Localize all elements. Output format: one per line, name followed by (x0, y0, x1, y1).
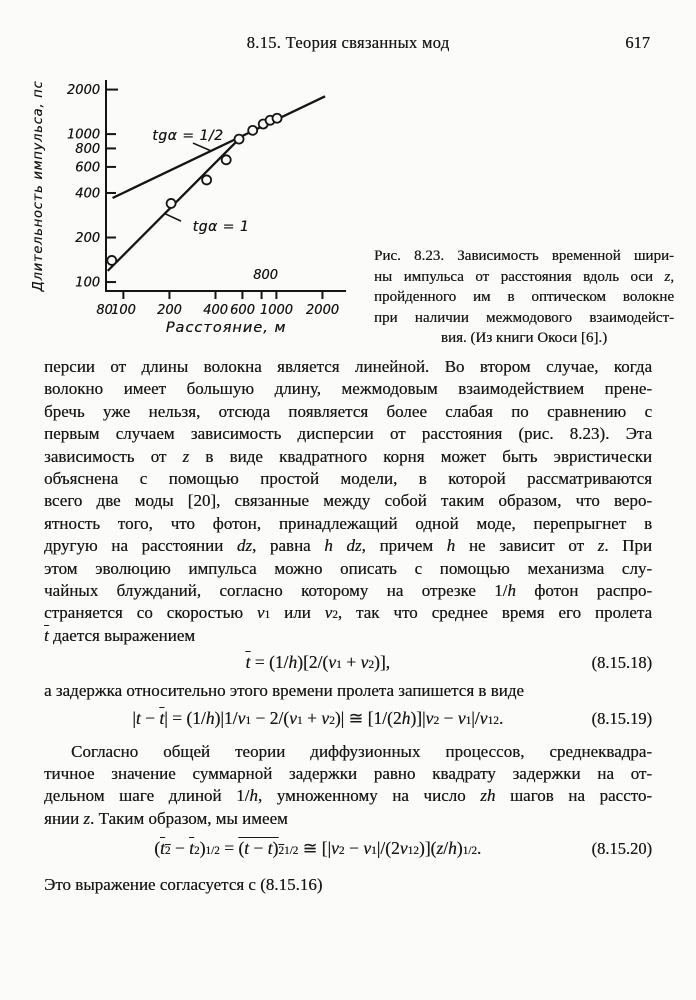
text-segment: Согласно общей теории диффузионных процессов, среднеквадра- (71, 741, 652, 761)
text-segment: вия. (Из книги Окоси [6].) (440, 330, 608, 347)
x-axis-label: Расстояние, м (165, 320, 287, 336)
trend-line-slope-1-2 (113, 96, 325, 198)
paragraph-1 (44, 356, 652, 647)
caption-line (374, 308, 674, 329)
equation-8-15-18 (44, 651, 652, 674)
annotation-pointer (193, 143, 211, 151)
chart-group (31, 80, 346, 336)
between-equations-line (44, 680, 652, 702)
text-segment: |/ (471, 708, 480, 729)
text-segment: + (341, 652, 361, 673)
text-segment: / (443, 838, 449, 859)
text-line (44, 808, 652, 830)
text-line (44, 763, 652, 785)
caption-line (374, 246, 674, 267)
data-point (235, 135, 244, 144)
text-segment: )], (374, 652, 391, 673)
text-segment: , (670, 268, 674, 285)
equation-8-15-20 (44, 837, 652, 860)
text-segment: 1 (264, 609, 271, 622)
text-segment: z (436, 838, 444, 859)
text-segment: )]| (410, 708, 426, 729)
text-segment: ( (238, 838, 245, 859)
x-tick-label: 1000 (259, 303, 293, 318)
text-segment: 1/2 (205, 845, 220, 858)
text-segment: t (244, 838, 250, 859)
figure-caption (374, 246, 674, 349)
text-segment: 2 (493, 715, 499, 728)
text-segment: v (363, 838, 371, 859)
equation-formula (44, 837, 592, 859)
text-segment: ятность того, что фотон, принадлежащий одной моде, перепрыгнет в (44, 513, 652, 533)
text-segment: тичное значение суммарной задержки равно квадрату задержки на от- (44, 763, 652, 783)
text-segment: 1 (336, 659, 342, 672)
equation-formula (44, 707, 592, 729)
text-segment: , умноженному на число (257, 786, 481, 806)
text-segment: персии от длины волокна является линейной. Во втором случае, когда (44, 357, 652, 376)
y-tick-label: 200 (75, 231, 100, 247)
text-segment: h (401, 708, 411, 729)
data-point (248, 126, 257, 135)
text-segment: | = (1/ (164, 708, 206, 729)
text-segment: )|1/ (214, 708, 238, 729)
text-segment: не зависит от (455, 536, 598, 556)
text-segment: z (664, 268, 671, 285)
text-line (44, 356, 652, 378)
text-segment: , причем (361, 536, 447, 556)
text-segment: v (331, 838, 339, 859)
data-point (167, 199, 176, 208)
text-segment: ны импульса от расстояния вдоль оси (374, 268, 665, 285)
text-line (44, 468, 652, 490)
text-segment: фотон распро- (515, 581, 652, 601)
text-segment: 2 (329, 715, 335, 728)
text-segment: 2 (278, 845, 284, 858)
y-tick-label: 400 (75, 186, 100, 202)
closing-line (44, 874, 652, 896)
text-segment: v (328, 652, 337, 673)
text-line (44, 490, 652, 512)
text-segment: . При (604, 536, 652, 556)
text-segment: 2 (164, 845, 171, 858)
text-line (44, 423, 652, 445)
text-line (44, 446, 652, 468)
text-segment: v (324, 603, 333, 623)
text-segment: − (140, 708, 160, 729)
text-segment: dz (236, 536, 252, 556)
text-line (44, 558, 652, 580)
overline-group (238, 838, 284, 858)
text-segment: бречь уже нельзя, отсюда появляется более слабая по сравнению с (44, 401, 652, 421)
text-segment: пройденного им в оптическом волокне (374, 289, 674, 306)
text-segment: , равна (251, 536, 325, 556)
text-line (44, 580, 652, 602)
y-axis-label: Длительность импульса, пс (31, 80, 46, 292)
text-segment: z (182, 446, 190, 466)
text-line (44, 602, 652, 624)
text-segment: $\overline{t}$ (189, 838, 194, 859)
text-segment: t (135, 708, 141, 729)
text-segment: зависимость от (44, 446, 183, 466)
text-segment: другую на расстоянии (44, 536, 237, 556)
data-point (202, 175, 211, 184)
text-segment: 1 (465, 715, 472, 728)
text-segment: в виде квадратного корня может быть эвристически (189, 446, 652, 466)
text-segment: − (344, 838, 364, 859)
text-segment: h (507, 581, 516, 601)
axes (106, 80, 346, 291)
text-segment: zh (480, 786, 496, 806)
chart-svg (28, 74, 350, 348)
text-segment: $\overline{t}$ (245, 652, 251, 673)
text-segment: v (360, 652, 369, 673)
x-tick-label: 80 (96, 303, 113, 318)
x-tick-label: 400 (203, 303, 228, 318)
text-line (44, 401, 652, 423)
text-segment: . (498, 708, 504, 729)
caption-line (374, 328, 674, 349)
text-segment: а задержка относительно этого времени пролета запишется в виде (44, 680, 524, 700)
text-segment: 2 (332, 609, 338, 622)
text-segment: h dz (324, 536, 362, 556)
text-segment: . Таким образом, мы имеем (90, 808, 288, 828)
text-line (44, 785, 652, 807)
text-segment: = (219, 838, 239, 859)
text-segment: ≅ [| (298, 838, 332, 859)
x-tick-label: 100 (110, 303, 136, 318)
text-segment: v (399, 838, 408, 859)
data-point (107, 256, 116, 265)
text-segment: всего две моды [20], связанные между собой таким образом, что веро- (44, 491, 652, 511)
y-tick-label: 1000 (66, 127, 100, 143)
text-segment: ) (272, 838, 279, 859)
equation-number: (8.15.19) (591, 709, 652, 729)
paragraph-2 (44, 741, 652, 831)
text-line (44, 625, 652, 647)
text-segment: − (249, 838, 268, 859)
text-segment: | (132, 708, 136, 729)
text-segment: 1 (296, 715, 303, 728)
x-tick-label-above: 800 (253, 268, 278, 283)
section-title: 8.15. Теория связанных мод (246, 33, 450, 52)
text-segment: $\overline{t}$ (159, 708, 165, 729)
text-segment: v (321, 708, 330, 729)
text-segment: )[2/( (297, 652, 329, 673)
text-segment: дельном шаге длиной 1/ (44, 786, 250, 806)
text-line (44, 513, 652, 535)
text-line (44, 680, 652, 702)
y-tick-label: 100 (75, 275, 100, 291)
text-segment: t (160, 838, 165, 859)
text-segment: 1 (407, 845, 414, 858)
data-point (273, 114, 282, 123)
text-segment: h (448, 838, 457, 859)
text-segment: = (1/ (250, 652, 289, 673)
x-tick-label: 200 (157, 303, 182, 318)
text-segment: 1/2 (283, 845, 299, 858)
text-segment: h (446, 536, 456, 556)
y-tick-label: 600 (75, 160, 100, 176)
y-tick-label: 2000 (66, 83, 100, 99)
body-text (44, 356, 652, 896)
text-segment: − (170, 838, 190, 859)
text-segment: при наличии межмодового взаимодейст- (374, 309, 674, 326)
text-segment: объяснена с помощью простой модели, в которой рассматриваются (44, 469, 652, 489)
text-segment: страняется со скоростью (44, 603, 257, 623)
text-segment: v (457, 708, 466, 729)
text-segment: или (270, 603, 325, 623)
equation-number: (8.15.20) (591, 839, 652, 859)
text-segment: − 2/( (251, 708, 290, 729)
text-segment: )]( (418, 838, 437, 859)
text-segment: этом эволюцию импульса можно описать с помощью механизма слу- (44, 558, 652, 578)
chart-annotation: tgα = 1 (192, 218, 250, 235)
text-line (44, 378, 652, 400)
overline-group (160, 838, 170, 858)
annotation-pointer (164, 213, 181, 221)
text-segment: v (289, 708, 297, 729)
text-segment: 1 (487, 715, 494, 728)
text-segment: v (237, 708, 246, 729)
text-segment: $\overline{t}$ (44, 625, 49, 645)
text-segment: t (267, 838, 273, 859)
text-segment: h (205, 708, 215, 729)
text-segment: 2 (368, 659, 374, 672)
text-segment: 2 (413, 845, 419, 858)
text-segment: Это выражение согласуется с (8.15.16) (44, 874, 323, 894)
y-tick-label: 800 (75, 141, 100, 157)
text-segment: z (83, 808, 90, 828)
text-segment: h (288, 652, 298, 673)
text-segment: Рис. 8.23. Зависимость временной шири- (374, 248, 674, 264)
text-segment: , так что среднее время его пролета (337, 603, 652, 623)
text-segment: h (249, 786, 258, 806)
text-segment: 2 (338, 845, 345, 858)
text-segment: первым случаем зависимость дисперсии от расстояния (рис. 8.23). Эта (44, 424, 652, 444)
text-segment: ) (199, 838, 206, 859)
data-point (222, 155, 231, 164)
pulse-width-vs-distance-chart (28, 74, 350, 348)
text-segment: шагов на рассто- (495, 786, 652, 806)
text-segment: 2 (433, 715, 440, 728)
caption-line (374, 287, 674, 308)
text-segment: 1 (245, 715, 252, 728)
text-segment: 1/2 (462, 845, 477, 858)
x-tick-label: 600 (230, 303, 255, 318)
text-segment: v (479, 708, 488, 729)
text-segment: . (476, 838, 482, 859)
text-line (44, 741, 652, 763)
caption-line (374, 267, 674, 288)
text-segment: дается выражением (48, 625, 196, 645)
text-segment: чайных блужданий, согласно которому на отрезке 1/ (44, 581, 508, 601)
chart-annotation: tgα = 1/2 (152, 128, 224, 145)
text-segment: v (256, 603, 265, 623)
text-segment: z (597, 536, 605, 556)
equation-formula (44, 651, 592, 673)
text-segment: + (302, 708, 322, 729)
text-segment: 2 (194, 845, 200, 858)
x-tick-label: 2000 (305, 303, 340, 318)
text-segment: v (425, 708, 434, 729)
text-segment: )| ≅ [1/(2 (334, 708, 402, 729)
text-segment: ( (154, 838, 161, 859)
text-segment: янии (44, 808, 84, 828)
page-number: 617 (625, 33, 650, 52)
text-segment: волокно имеет большую длину, межмодовым взаимодействием прене- (44, 379, 652, 399)
text-segment: ) (456, 838, 463, 859)
text-segment: 1 (370, 845, 377, 858)
equation-number: (8.15.18) (591, 653, 652, 673)
text-line (44, 535, 652, 557)
text-segment: |/(2 (376, 838, 400, 859)
figure-8-23 (0, 74, 696, 354)
equation-8-15-19 (44, 707, 652, 730)
text-segment: − (439, 708, 458, 729)
